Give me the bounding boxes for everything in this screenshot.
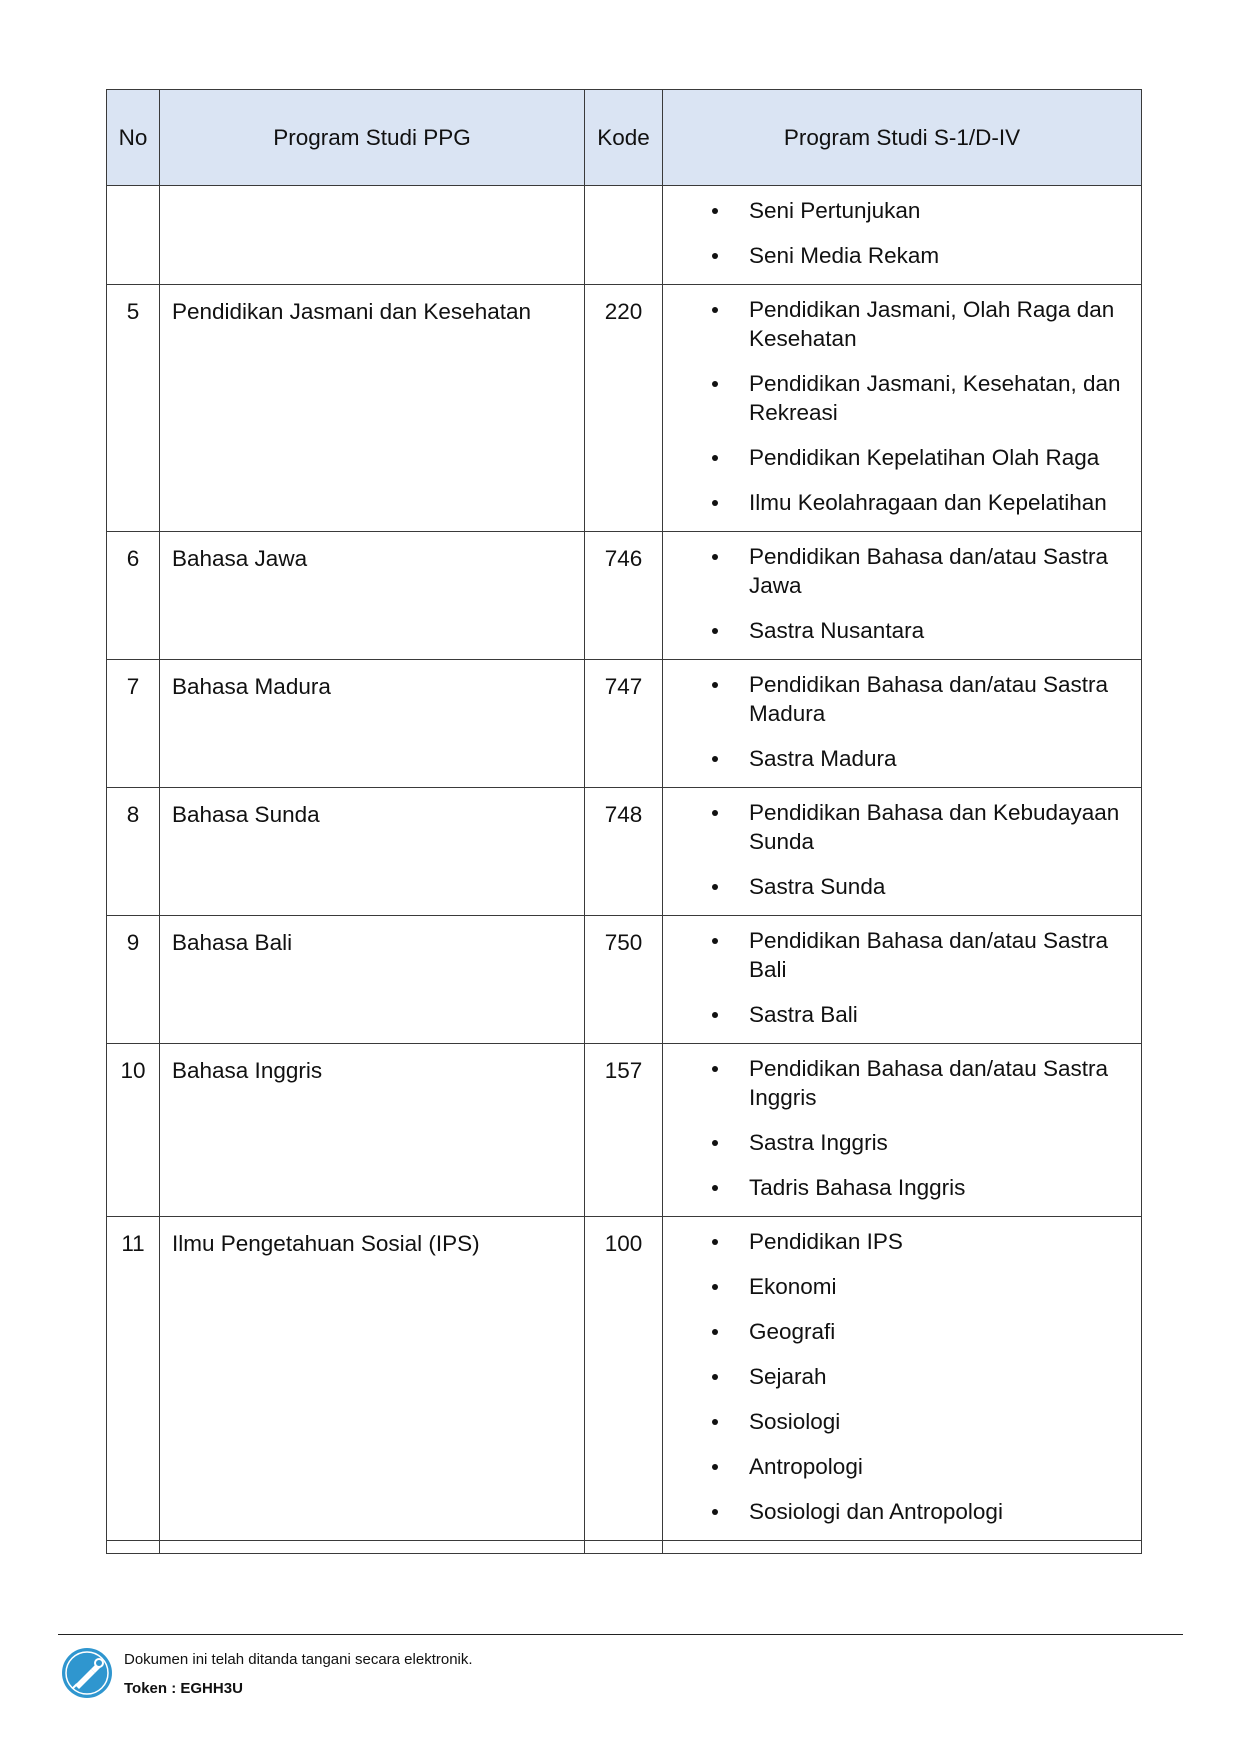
programs-table xyxy=(106,89,1142,1554)
list-item-text: Pendidikan Kepelatihan Olah Raga xyxy=(749,445,1100,470)
bullet-icon xyxy=(712,1509,718,1515)
list-item-text: Pendidikan Bahasa dan/atau Sastra Inggris xyxy=(749,1056,1109,1110)
row-number: 10 xyxy=(107,1044,160,1217)
bullet-icon xyxy=(712,208,718,214)
bullet-icon xyxy=(712,1419,718,1425)
program-s1-list xyxy=(663,670,1131,773)
program-s1-cell xyxy=(663,1217,1142,1541)
kode-cell xyxy=(585,186,663,285)
row-number: 5 xyxy=(107,285,160,532)
program-s1-list xyxy=(663,295,1131,517)
row-number: 11 xyxy=(107,1217,160,1541)
program-ppg-cell: Bahasa Madura xyxy=(160,660,585,788)
list-item xyxy=(663,1497,1131,1526)
list-item-text: Pendidikan Jasmani, Olah Raga dan Kesehatan xyxy=(749,297,1115,351)
list-item xyxy=(663,872,1131,901)
table-row xyxy=(107,916,1142,1044)
bullet-icon xyxy=(712,381,718,387)
bullet-icon xyxy=(712,1329,718,1335)
kode-cell: 100 xyxy=(585,1217,663,1541)
program-s1-cell xyxy=(663,285,1142,532)
list-item xyxy=(663,798,1131,856)
continuation-row xyxy=(107,1541,1142,1554)
header-no: No xyxy=(107,90,160,186)
list-item xyxy=(663,744,1131,773)
program-s1-cell xyxy=(663,1044,1142,1217)
list-item-text: Antropologi xyxy=(749,1454,863,1479)
list-item xyxy=(663,295,1131,353)
table-row xyxy=(107,285,1142,532)
row-number: 6 xyxy=(107,532,160,660)
list-item-text: Sastra Nusantara xyxy=(749,618,925,643)
program-s1-list xyxy=(663,926,1131,1029)
program-s1-list xyxy=(663,1054,1131,1202)
program-s1-cell xyxy=(663,660,1142,788)
list-item-text: Ekonomi xyxy=(749,1274,837,1299)
bullet-icon xyxy=(712,1140,718,1146)
program-s1-list xyxy=(663,196,1131,270)
list-item-text: Pendidikan Bahasa dan/atau Sastra Bali xyxy=(749,928,1109,982)
list-item-text: Sosiologi dan Antropologi xyxy=(749,1499,1003,1524)
bullet-icon xyxy=(712,554,718,560)
list-item xyxy=(663,369,1131,427)
bullet-icon xyxy=(712,884,718,890)
program-s1-list xyxy=(663,542,1131,645)
bullet-icon xyxy=(712,938,718,944)
table-header-row xyxy=(107,90,1142,186)
bullet-icon xyxy=(712,307,718,313)
list-item xyxy=(663,1227,1131,1256)
list-item xyxy=(663,443,1131,472)
bullet-icon xyxy=(712,1284,718,1290)
list-item xyxy=(663,1128,1131,1157)
kode-cell: 746 xyxy=(585,532,663,660)
list-item xyxy=(663,616,1131,645)
list-item-text: Pendidikan Jasmani, Kesehatan, dan Rekreasi xyxy=(749,371,1121,425)
list-item-text: Pendidikan Bahasa dan/atau Sastra Madura xyxy=(749,672,1109,726)
list-item-text: Sosiologi xyxy=(749,1409,841,1434)
list-item-text: Sastra Sunda xyxy=(749,874,886,899)
bullet-icon xyxy=(712,810,718,816)
kode-cell: 750 xyxy=(585,916,663,1044)
row-number: 8 xyxy=(107,788,160,916)
program-s1-list xyxy=(663,798,1131,901)
table-body xyxy=(107,186,1142,1554)
program-s1-list xyxy=(663,1227,1131,1526)
list-item xyxy=(663,1362,1131,1391)
bullet-icon xyxy=(712,1185,718,1191)
program-s1-cell xyxy=(663,186,1142,285)
list-item xyxy=(663,670,1131,728)
empty-cell xyxy=(160,1541,585,1554)
list-item-text: Pendidikan IPS xyxy=(749,1229,903,1254)
list-item xyxy=(663,1000,1131,1029)
table-row xyxy=(107,186,1142,285)
bullet-icon xyxy=(712,1239,718,1245)
bullet-icon xyxy=(712,628,718,634)
list-item-text: Ilmu Keolahragaan dan Kepelatihan xyxy=(749,490,1107,515)
table-row xyxy=(107,1217,1142,1541)
list-item-text: Sastra Madura xyxy=(749,746,897,771)
program-ppg-cell: Pendidikan Jasmani dan Kesehatan xyxy=(160,285,585,532)
row-number xyxy=(107,186,160,285)
pen-nib-seal-icon xyxy=(61,1647,113,1699)
list-item xyxy=(663,926,1131,984)
list-item xyxy=(663,1173,1131,1202)
list-item-text: Tadris Bahasa Inggris xyxy=(749,1175,966,1200)
empty-cell xyxy=(107,1541,160,1554)
list-item-text: Pendidikan Bahasa dan/atau Sastra Jawa xyxy=(749,544,1109,598)
list-item xyxy=(663,1054,1131,1112)
table-row xyxy=(107,1044,1142,1217)
empty-cell xyxy=(585,1541,663,1554)
kode-cell: 747 xyxy=(585,660,663,788)
bullet-icon xyxy=(712,1012,718,1018)
signature-notice: Dokumen ini telah ditanda tangani secara elektronik. xyxy=(124,1651,473,1668)
empty-cell xyxy=(663,1541,1142,1554)
list-item xyxy=(663,1452,1131,1481)
bullet-icon xyxy=(712,253,718,259)
token-label: Token : EGHH3U xyxy=(124,1680,243,1697)
row-number: 9 xyxy=(107,916,160,1044)
list-item-text: Pendidikan Bahasa dan Kebudayaan Sunda xyxy=(749,800,1120,854)
footer-divider xyxy=(58,1634,1183,1635)
program-ppg-cell: Bahasa Inggris xyxy=(160,1044,585,1217)
table-row xyxy=(107,788,1142,916)
program-s1-cell xyxy=(663,788,1142,916)
program-ppg-cell: Ilmu Pengetahuan Sosial (IPS) xyxy=(160,1217,585,1541)
list-item-text: Seni Pertunjukan xyxy=(749,198,921,223)
program-ppg-cell xyxy=(160,186,585,285)
list-item-text: Sastra Inggris xyxy=(749,1130,888,1155)
bullet-icon xyxy=(712,1464,718,1470)
list-item xyxy=(663,241,1131,270)
table-row xyxy=(107,532,1142,660)
kode-cell: 748 xyxy=(585,788,663,916)
program-ppg-cell: Bahasa Jawa xyxy=(160,532,585,660)
list-item xyxy=(663,542,1131,600)
program-ppg-cell: Bahasa Sunda xyxy=(160,788,585,916)
kode-cell: 157 xyxy=(585,1044,663,1217)
header-program-ppg: Program Studi PPG xyxy=(160,90,585,186)
program-ppg-cell: Bahasa Bali xyxy=(160,916,585,1044)
bullet-icon xyxy=(712,455,718,461)
list-item-text: Seni Media Rekam xyxy=(749,243,940,268)
list-item-text: Geografi xyxy=(749,1319,836,1344)
list-item xyxy=(663,1317,1131,1346)
header-program-s1: Program Studi S-1/D-IV xyxy=(663,90,1142,186)
bullet-icon xyxy=(712,756,718,762)
list-item xyxy=(663,1407,1131,1436)
list-item-text: Sastra Bali xyxy=(749,1002,858,1027)
program-s1-cell xyxy=(663,532,1142,660)
bullet-icon xyxy=(712,1066,718,1072)
table-row xyxy=(107,660,1142,788)
list-item xyxy=(663,196,1131,225)
bullet-icon xyxy=(712,682,718,688)
bullet-icon xyxy=(712,1374,718,1380)
bullet-icon xyxy=(712,500,718,506)
kode-cell: 220 xyxy=(585,285,663,532)
list-item xyxy=(663,1272,1131,1301)
header-kode: Kode xyxy=(585,90,663,186)
program-s1-cell xyxy=(663,916,1142,1044)
row-number: 7 xyxy=(107,660,160,788)
list-item xyxy=(663,488,1131,517)
list-item-text: Sejarah xyxy=(749,1364,827,1389)
